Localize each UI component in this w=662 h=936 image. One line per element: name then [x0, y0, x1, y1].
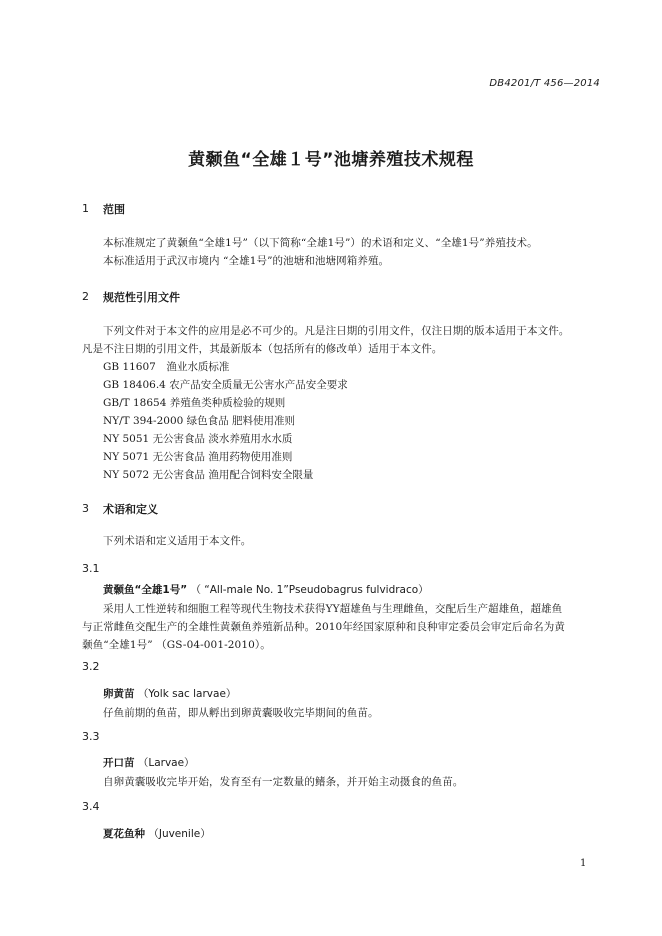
reference-item: GB 18406.4 农产品安全质量无公害水产品安全要求 [103, 379, 348, 391]
reference-item: NY 5072 无公害食品 渔用配合饲料安全限量 [103, 469, 314, 481]
term-definition-line: 采用人工性逆转和细胞工程等现代生物技术获得YY超雄鱼与生理雌鱼，交配后生产超雄鱼，超雄鱼 [103, 603, 563, 615]
term-name: 卵黄苗 [103, 688, 135, 700]
section-1-paragraph: 本标准适用于武汉市境内 “全雄1号”的池塘和池塘网箱养殖。 [103, 255, 390, 267]
term-definition-line: 颡鱼“全雄1号” （GS-04-001-2010）。 [82, 639, 271, 651]
term-english: （Yolk sac larvae） [137, 688, 237, 700]
term-number: 3.3 [82, 730, 100, 743]
term-name: 夏花鱼种 [103, 828, 145, 840]
term-number: 3.4 [82, 800, 100, 813]
term-heading [103, 755, 195, 770]
section-1-paragraph: 本标准规定了黄颡鱼“全雄1号”（以下简称“全雄1号”）的术语和定义、“全雄1号”养殖技术。 [103, 237, 538, 249]
term-number: 3.2 [82, 660, 100, 673]
page-title: 黄颡鱼“全雄１号”池塘养殖技术规程 [188, 150, 474, 170]
section-2-number: 2 [82, 290, 89, 303]
reference-item: NY 5071 无公害食品 渔用药物使用准则 [103, 451, 293, 463]
document-number: DB4201/T 456—2014 [489, 78, 600, 89]
term-heading [103, 582, 429, 597]
term-definition-line: 与正常雌鱼交配生产的全雄性黄颡鱼养殖新品种。2010年经国家原种和良种审定委员会审定后命名为黄 [82, 621, 565, 633]
reference-item: GB/T 18654 养殖鱼类种质检验的规则 [103, 397, 286, 409]
section-2-intro: 凡是不注日期的引用文件，其最新版本（包括所有的修改单）适用于本文件。 [82, 343, 443, 355]
term-english: （Larvae） [137, 757, 195, 769]
section-1-title: 范围 [103, 203, 125, 216]
section-1-number: 1 [82, 202, 89, 215]
term-definition-line: 仔鱼前期的鱼苗，即从孵出到卵黄囊吸收完毕期间的鱼苗。 [103, 707, 379, 719]
section-3-intro: 下列术语和定义适用于本文件。 [103, 535, 252, 547]
section-3-title: 术语和定义 [103, 503, 158, 516]
term-heading [103, 826, 211, 841]
term-english: （Juvenile） [148, 828, 211, 840]
section-2-intro: 下列文件对于本文件的应用是必不可少的。凡是注日期的引用文件，仅注日期的版本适用于本文件。 [103, 325, 570, 337]
section-2-title: 规范性引用文件 [103, 291, 180, 304]
page-number: 1 [580, 858, 587, 869]
term-heading [103, 686, 236, 701]
term-name: 黄颡鱼“全雄1号” [103, 584, 188, 596]
term-english: （ “All-male No. 1”Pseudobagrus fulvidraco） [190, 584, 429, 596]
reference-item: NY/T 394-2000 绿色食品 肥料使用准则 [103, 415, 295, 427]
section-3-number: 3 [82, 502, 89, 515]
term-name: 开口苗 [103, 757, 135, 769]
reference-item: GB 11607 渔业水质标准 [103, 361, 230, 373]
term-number: 3.1 [82, 562, 100, 575]
term-definition-line: 自卵黄囊吸收完毕开始，发育至有一定数量的鳍条，并开始主动摄食的鱼苗。 [103, 776, 464, 788]
reference-item: NY 5051 无公害食品 淡水养殖用水水质 [103, 433, 293, 445]
